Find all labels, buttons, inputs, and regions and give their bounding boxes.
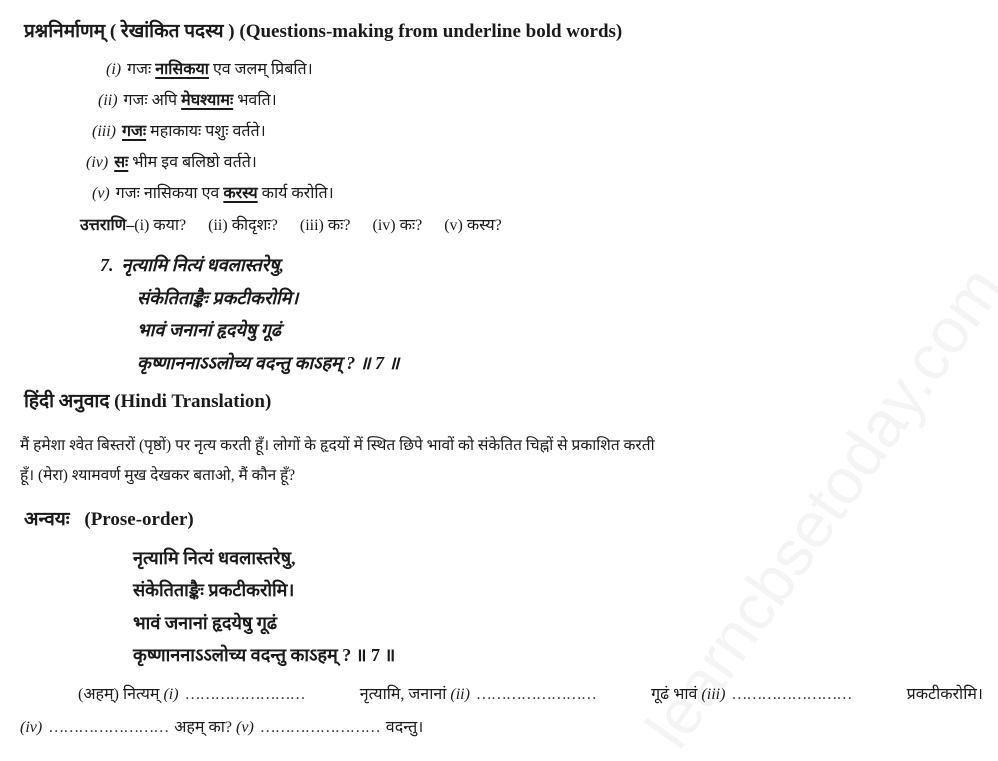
blank-dots: ……………………	[48, 719, 169, 736]
q-underlined: करस्य	[223, 185, 258, 202]
section-heading-prose-order	[24, 510, 194, 530]
prose-line: भावं जनानां हृदयेषु गूढं	[133, 613, 278, 633]
q-num: (i)	[106, 61, 122, 78]
question-item	[92, 122, 266, 142]
prose-line: कृष्णाननाऽऽलोच्य वदन्तु काऽहम् ? ॥ 7 ॥	[133, 645, 396, 665]
heading-english: (Questions-making from underline bold words)	[239, 21, 623, 42]
answer-item: (ii) कीदृशः?	[208, 217, 278, 234]
section-heading-questions	[24, 22, 622, 42]
q-post: महाकायः पशुः वर्तते।	[150, 123, 266, 140]
q-num: (iii)	[92, 123, 116, 140]
fill-text: अहम् का?	[174, 719, 233, 736]
fill-blanks-line	[20, 718, 423, 738]
answer-item: (iii) कः?	[299, 217, 351, 234]
blank-num: (ii)	[450, 686, 470, 703]
fill-text: गूढं भावं	[651, 686, 698, 703]
answer-item: (v) कस्य?	[444, 217, 502, 234]
fill-text: नृत्यामि, जनानां	[359, 686, 447, 703]
answer-item: (i) कया?	[134, 217, 187, 234]
fill-text: वदन्तु।	[385, 719, 424, 736]
q-post: भीम इव बलिष्ठो वर्तते।	[132, 154, 257, 171]
question-item	[106, 60, 313, 80]
q-num: (ii)	[98, 92, 118, 109]
blank-dots: ……………………	[259, 719, 380, 736]
verse-line: नृत्यामि नित्यं धवलास्तरेषु,	[121, 255, 285, 275]
blank-dots: ……………………	[184, 686, 305, 703]
q-post: भवति।	[237, 92, 277, 109]
translation-line: हूँ। (मेरा) श्यामवर्ण मुख देखकर बताओ, मैं कौन हूँ?	[20, 467, 296, 484]
fill-text: (अहम्) नित्यम्	[78, 686, 160, 703]
question-item	[86, 153, 257, 173]
blank-num: (iv)	[20, 719, 43, 736]
answers-line	[80, 216, 524, 236]
q-underlined: गजः	[122, 123, 147, 140]
blank-dots: ……………………	[731, 686, 852, 703]
blank-num: (iii)	[701, 686, 726, 703]
verse-line: भावं जनानां हृदयेषु गूढं	[137, 320, 282, 340]
q-underlined: मेघश्यामः	[181, 92, 234, 109]
prose-line: संकेतिताङ्कैः प्रकटीकरोमि।	[133, 580, 295, 600]
q-post: एव जलम् प्रिबति।	[212, 61, 313, 78]
q-underlined: नासिकया	[155, 61, 209, 78]
section-heading-translation	[24, 392, 271, 412]
verse-number: 7.	[100, 255, 114, 275]
answers-label: उत्तराणि–	[80, 217, 135, 234]
q-num: (v)	[92, 185, 110, 202]
q-pre: गजः अपि	[123, 92, 178, 109]
prose-line: नृत्यामि नित्यं धवलास्तरेषु,	[133, 548, 296, 568]
question-item	[98, 91, 277, 111]
translation-line: मैं हमेशा श्वेत बिस्तरों (पृष्ठों) पर नृत्य करती हूँ। लोगों के हृदयों में स्थित छिपे भावों को संकेतित चिह्नों से प्रकाशित करती	[20, 437, 655, 454]
q-pre: गजः	[127, 61, 152, 78]
heading-hindi: अन्वयः	[24, 509, 70, 530]
fill-blanks-line	[78, 685, 983, 705]
q-num: (iv)	[86, 154, 109, 171]
blank-num: (i)	[163, 686, 179, 703]
blank-num: (v)	[236, 719, 254, 736]
fill-text: प्रकटीकरोमि।	[906, 686, 983, 703]
q-pre: गजः नासिकया एव	[115, 185, 220, 202]
answer-item: (iv) कः?	[372, 217, 423, 234]
blank-dots: ……………………	[475, 686, 596, 703]
heading-english: (Prose-order)	[84, 509, 194, 530]
verse-line: कृष्णाननाऽऽलोच्य वदन्तु काऽहम् ? ॥ 7 ॥	[137, 353, 400, 373]
question-item	[92, 184, 334, 204]
heading-hindi: हिंदी अनुवाद	[24, 391, 110, 412]
q-post: कार्य करोति।	[261, 185, 334, 202]
verse-line: संकेतिताङ्कैः प्रकटीकरोमि।	[137, 288, 299, 308]
heading-english: (Hindi Translation)	[114, 391, 272, 412]
q-underlined: सः	[114, 154, 129, 171]
heading-hindi: प्रश्ननिर्माणम् ( रेखांकित पदस्य )	[24, 21, 235, 42]
